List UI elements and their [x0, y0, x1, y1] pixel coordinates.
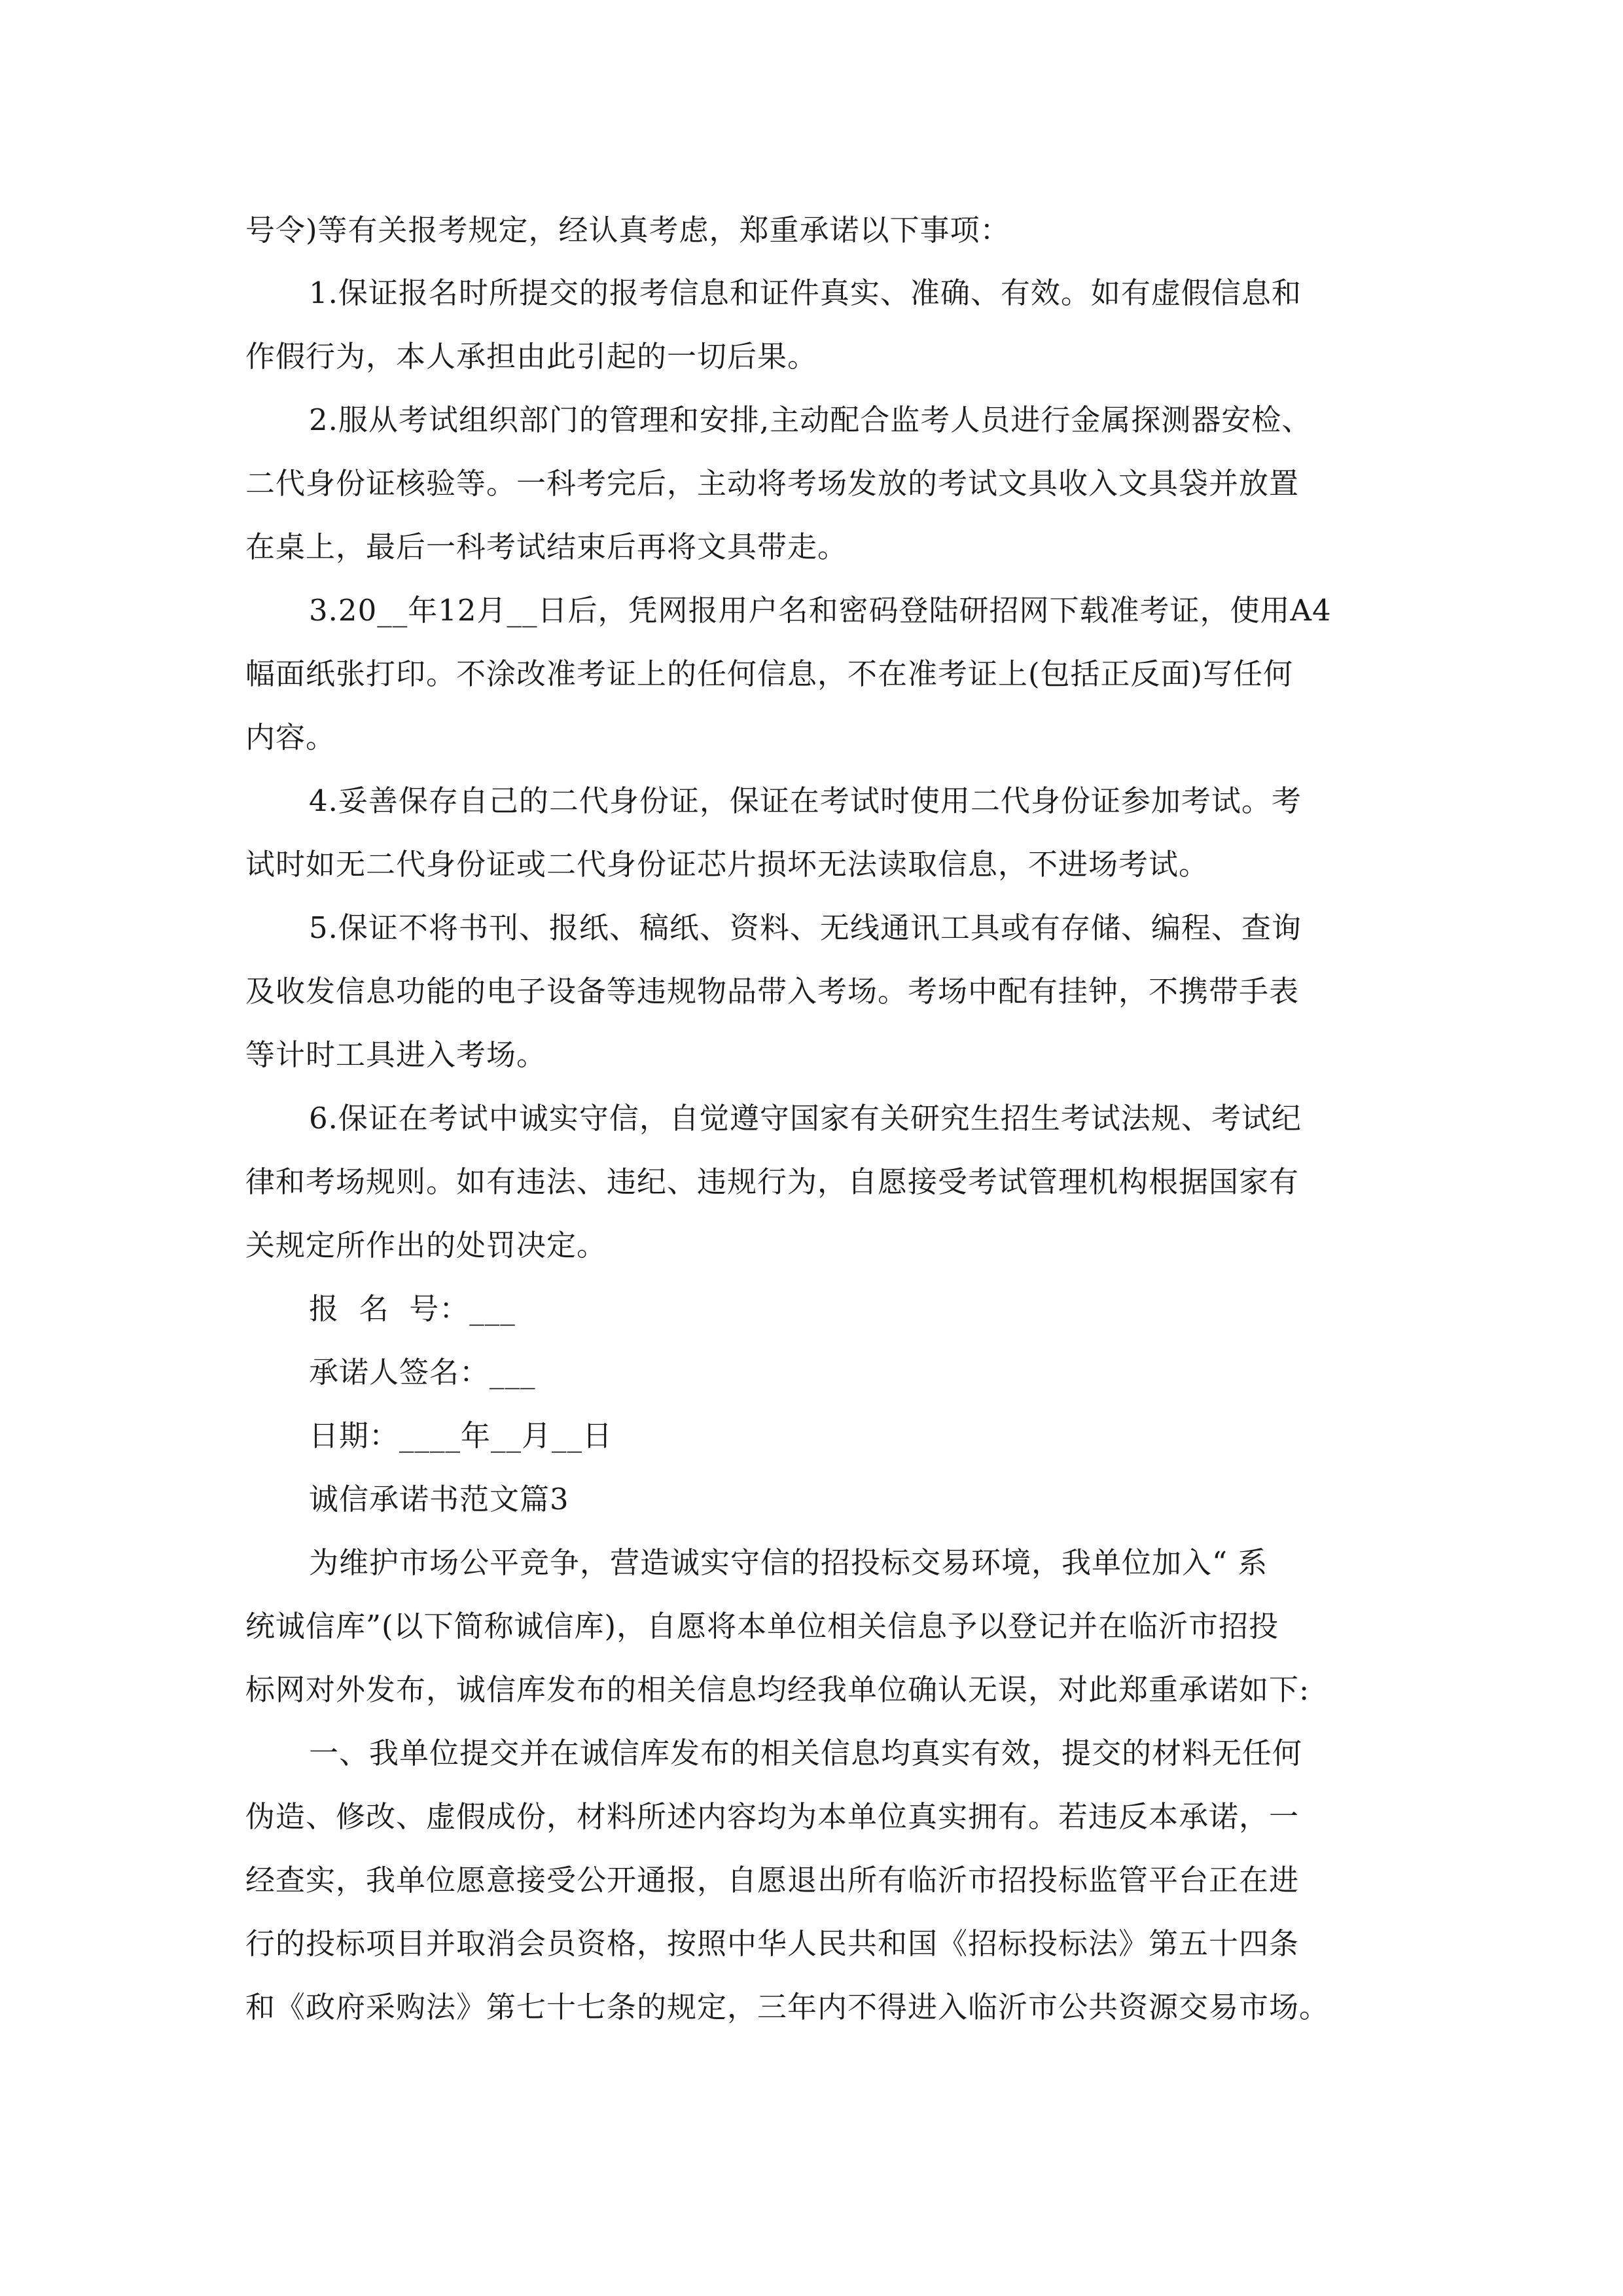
registration-number-field: 报 名 号：___ [309, 1291, 516, 1326]
paragraph-line: 5.保证不将书刊、报纸、稿纸、资料、无线通讯工具或有存储、编程、查询 [309, 910, 1302, 945]
paragraph-line: 关规定所作出的处罚决定。 [245, 1228, 607, 1263]
paragraph-line: 律和考场规则。如有违法、违纪、违规行为，自愿接受考试管理机构根据国家有 [245, 1164, 1300, 1199]
section-heading: 诚信承诺书范文篇3 [309, 1482, 569, 1516]
signature-field: 承诺人签名：___ [309, 1355, 536, 1390]
paragraph-line: 1.保证报名时所提交的报考信息和证件真实、准确、有效。如有虚假信息和 [309, 276, 1302, 310]
date-field: 日期：____年__月__日 [309, 1418, 613, 1453]
paragraph-line: 为维护市场公平竞争，营造诚实守信的招投标交易环境，我单位加入“ 系 [309, 1545, 1268, 1580]
paragraph-line: 内容。 [245, 720, 336, 755]
paragraph-line: 二代身份证核验等。一科考完后，主动将考场发放的考试文具收入文具袋并放置 [245, 466, 1300, 501]
paragraph-line: 行的投标项目并取消会员资格，按照中华人民共和国《招标投标法》第五十四条 [245, 1926, 1300, 1961]
paragraph-line: 一、我单位提交并在诚信库发布的相关信息均真实有效，提交的材料无任何 [309, 1736, 1303, 1770]
paragraph-line: 经查实，我单位愿意接受公开通报，自愿退出所有临沂市招投标监管平台正在进 [245, 1863, 1300, 1897]
paragraph-line: 2.服从考试组织部门的管理和安排,主动配合监考人员进行金属探测器安检、 [309, 403, 1312, 437]
paragraph-line: 号令)等有关报考规定，经认真考虑，郑重承诺以下事项： [245, 213, 1010, 247]
paragraph-line: 在桌上，最后一科考试结束后再将文具带走。 [245, 529, 848, 564]
paragraph-line: 伪造、修改、虚假成份，材料所述内容均为本单位真实拥有。若违反本承诺，一 [245, 1799, 1300, 1834]
paragraph-line: 和《政府采购法》第七十七条的规定，三年内不得进入临沂市公共资源交易市场。 [245, 1990, 1330, 2024]
paragraph-line: 试时如无二代身份证或二代身份证芯片损坏无法读取信息，不进场考试。 [245, 847, 1209, 882]
paragraph-line: 幅面纸张打印。不涂改准考证上的任何信息，不在准考证上(包括正反面)写任何 [245, 656, 1294, 691]
paragraph-line: 等计时工具进入考场。 [245, 1037, 547, 1072]
paragraph-line: 4.妥善保存自己的二代身份证，保证在考试时使用二代身份证参加考试。考 [309, 783, 1302, 818]
paragraph-line: 统诚信库”(以下简称诚信库)，自愿将本单位相关信息予以登记并在临沂市招投 [245, 1609, 1279, 1643]
paragraph-line: 3.20__年12月__日后，凭网报用户名和密码登陆研招网下载准考证，使用A4 [309, 593, 1332, 628]
paragraph-line: 6.保证在考试中诚实守信，自觉遵守国家有关研究生招生考试法规、考试纪 [309, 1101, 1302, 1136]
paragraph-line: 标网对外发布，诚信库发布的相关信息均经我单位确认无误，对此郑重承诺如下: [245, 1672, 1310, 1707]
paragraph-line: 作假行为，本人承担由此引起的一切后果。 [245, 339, 818, 374]
paragraph-line: 及收发信息功能的电子设备等违规物品带入考场。考场中配有挂钟，不携带手表 [245, 974, 1300, 1009]
